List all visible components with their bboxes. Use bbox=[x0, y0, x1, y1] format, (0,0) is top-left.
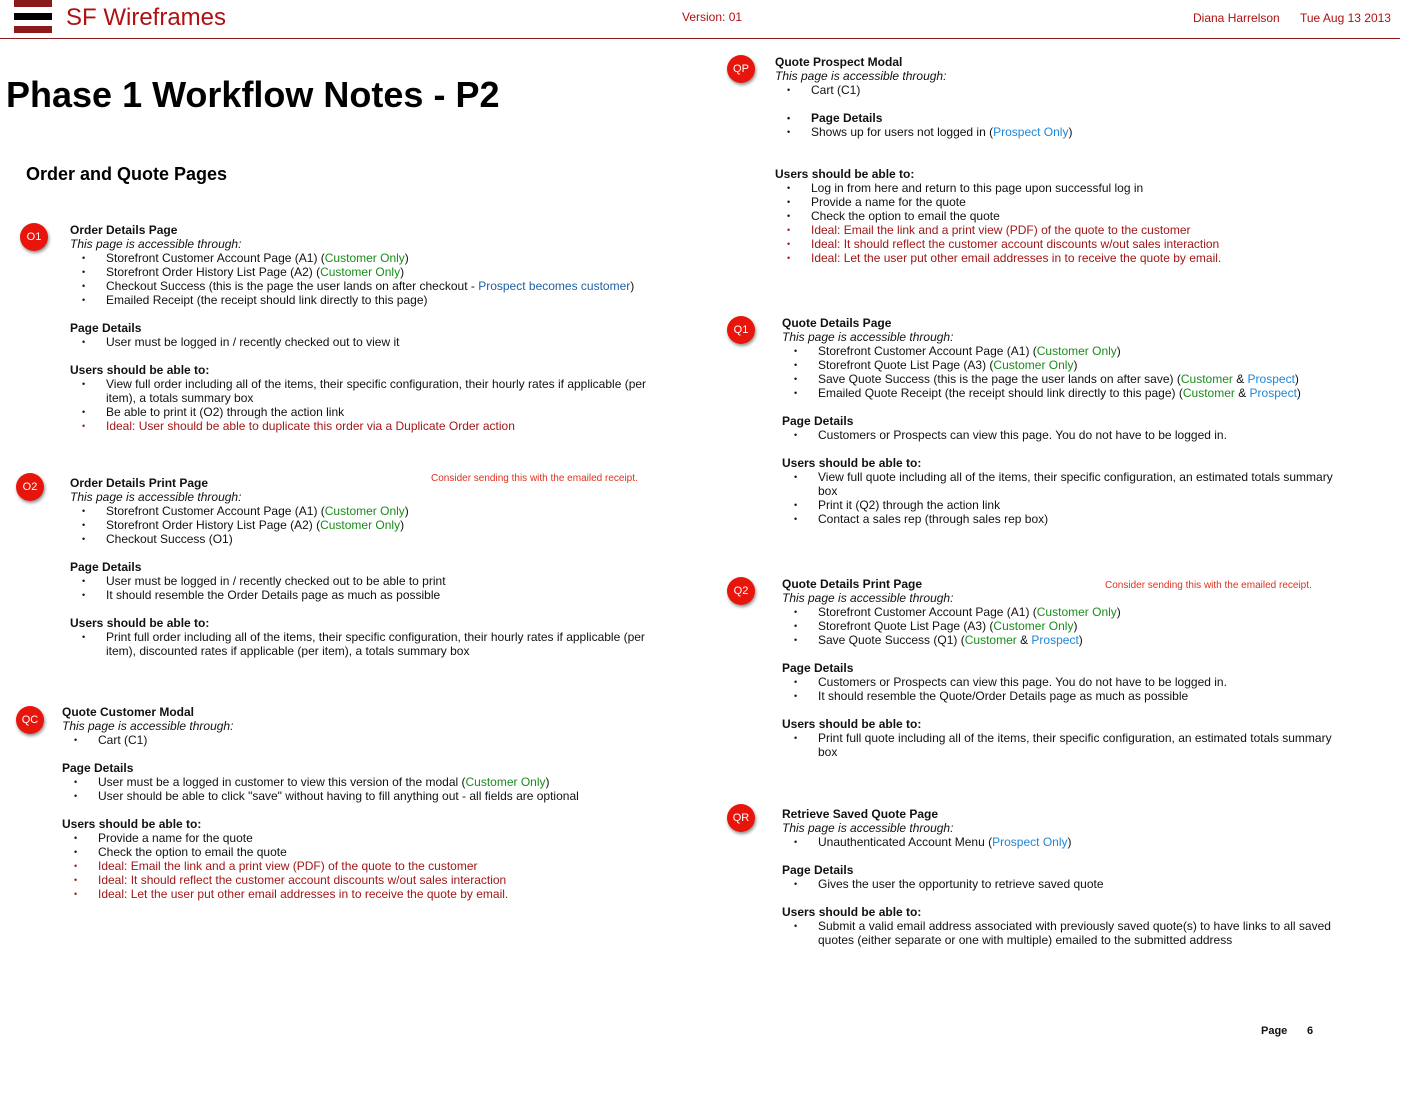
qp-details-label: • Page Details bbox=[775, 111, 1375, 125]
o2-badge: O2 bbox=[16, 473, 44, 501]
q2-access-label: This page is accessible through: bbox=[782, 591, 954, 605]
qr-section bbox=[782, 807, 1352, 947]
list-item: • Submit a valid email address associated with previously saved quote(s) to have links to all saved quotes (either separate or one with multiple) emailed to the submitted address bbox=[782, 919, 1352, 947]
qr-details-label: Page Details bbox=[782, 863, 854, 877]
qc-section bbox=[62, 705, 662, 901]
o2-details-list bbox=[70, 574, 670, 602]
list-item: • Check the option to email the quote bbox=[775, 209, 1375, 223]
o1-access-list bbox=[70, 251, 670, 307]
list-item: • Shows up for users not logged in (Prospect Only) bbox=[775, 125, 1375, 139]
page-number: 6 bbox=[1307, 1025, 1314, 1037]
qc-badge: QC bbox=[16, 706, 44, 734]
list-item: • Customers or Prospects can view this page. You do not have to be logged in. bbox=[782, 675, 1352, 689]
list-item: • User must be a logged in customer to view this version of the modal (Customer Only) bbox=[62, 775, 662, 789]
qr-access-label: This page is accessible through: bbox=[782, 821, 954, 835]
list-item: • Ideal: User should be able to duplicate this order via a Duplicate Order action bbox=[70, 419, 670, 433]
qp-title: Quote Prospect Modal bbox=[775, 55, 903, 69]
list-item: • Ideal: Email the link and a print view (PDF) of the quote to the customer bbox=[62, 859, 662, 873]
section-subtitle: Order and Quote Pages bbox=[26, 164, 228, 184]
logo-icon bbox=[14, 0, 52, 34]
qc-users-list bbox=[62, 831, 662, 901]
list-item: • Checkout Success (O1) bbox=[70, 532, 670, 546]
q1-badge: Q1 bbox=[727, 316, 755, 344]
qc-access-label: This page is accessible through: bbox=[62, 719, 234, 733]
list-item: • Provide a name for the quote bbox=[62, 831, 662, 845]
list-item: • Contact a sales rep (through sales rep box) bbox=[782, 512, 1352, 526]
q1-title: Quote Details Page bbox=[782, 316, 892, 330]
list-item: • Cart (C1) bbox=[775, 83, 1375, 97]
list-item: • Provide a name for the quote bbox=[775, 195, 1375, 209]
list-item: • User must be logged in / recently checked out to view it bbox=[70, 335, 670, 349]
list-item: • Check the option to email the quote bbox=[62, 845, 662, 859]
list-item: • Cart (C1) bbox=[62, 733, 662, 747]
qp-access-label: This page is accessible through: bbox=[775, 69, 947, 83]
list-item: • Print full quote including all of the items, their specific configuration, an estimated totals summary box bbox=[782, 731, 1352, 759]
list-item: • Save Quote Success (Q1) (Customer & Prospect) bbox=[782, 633, 1352, 647]
list-item: • Unauthenticated Account Menu (Prospect Only) bbox=[782, 835, 1352, 849]
list-item: • Log in from here and return to this page upon successful log in bbox=[775, 181, 1375, 195]
q1-details-label: Page Details bbox=[782, 414, 854, 428]
q2-details-list bbox=[782, 675, 1352, 703]
q1-access-list bbox=[782, 344, 1352, 400]
q1-users-list bbox=[782, 470, 1352, 526]
o2-access-list bbox=[70, 504, 670, 546]
list-item: • It should resemble the Quote/Order Details page as much as possible bbox=[782, 689, 1352, 703]
o1-badge: O1 bbox=[20, 223, 48, 251]
list-item: • Print full order including all of the items, their specific configuration, their hourly rates if applicable (per item), discounted rates if applicable (per item), a totals summary box bbox=[70, 630, 670, 658]
list-item: • Ideal: Let the user put other email addresses in to receive the quote by email. bbox=[62, 887, 662, 901]
list-item: • Storefront Customer Account Page (A1) (Customer Only) bbox=[782, 605, 1352, 619]
o2-section bbox=[70, 476, 670, 658]
qc-title: Quote Customer Modal bbox=[62, 705, 195, 719]
o2-details-label: Page Details bbox=[70, 560, 142, 574]
list-item: • User must be logged in / recently checked out to be able to print bbox=[70, 574, 670, 588]
list-item: • View full quote including all of the items, their specific configuration, an estimated totals summary box bbox=[782, 470, 1352, 498]
list-item: • Ideal: It should reflect the customer account discounts w/out sales interaction bbox=[62, 873, 662, 887]
q2-users-list bbox=[782, 731, 1352, 759]
qr-users-list bbox=[782, 919, 1352, 947]
qc-details-label: Page Details bbox=[62, 761, 134, 775]
list-item: • Ideal: Email the link and a print view (PDF) of the quote to the customer bbox=[775, 223, 1375, 237]
o2-users-label: Users should be able to: bbox=[70, 616, 210, 630]
qc-details-list bbox=[62, 775, 662, 803]
qr-access-list bbox=[782, 835, 1352, 849]
qp-users-list bbox=[775, 181, 1375, 265]
o1-users-list bbox=[70, 377, 670, 433]
o1-details-list bbox=[70, 335, 670, 349]
q1-details-list bbox=[782, 428, 1352, 442]
o1-users-label: Users should be able to: bbox=[70, 363, 210, 377]
list-item: • Storefront Quote List Page (A3) (Customer Only) bbox=[782, 358, 1352, 372]
list-item: • Storefront Order History List Page (A2) (Customer Only) bbox=[70, 265, 670, 279]
document-date: Tue Aug 13 2013 bbox=[1300, 11, 1391, 25]
list-item: • Emailed Quote Receipt (the receipt should link directly to this page) (Customer & Prospect) bbox=[782, 386, 1352, 400]
list-item: • Ideal: Let the user put other email addresses in to receive the quote by email. bbox=[775, 251, 1375, 265]
qp-users-label: Users should be able to: bbox=[775, 167, 915, 181]
o1-access-label: This page is accessible through: bbox=[70, 237, 242, 251]
qc-access-list bbox=[62, 733, 662, 747]
o1-details-label: Page Details bbox=[70, 321, 142, 335]
o2-note: Consider sending this with the emailed receipt. bbox=[431, 473, 638, 484]
q2-users-label: Users should be able to: bbox=[782, 717, 922, 731]
q1-users-label: Users should be able to: bbox=[782, 456, 922, 470]
o2-users-list bbox=[70, 630, 670, 658]
page-label: Page bbox=[1261, 1025, 1288, 1037]
qr-details-list bbox=[782, 877, 1352, 891]
list-item: • Storefront Quote List Page (A3) (Customer Only) bbox=[782, 619, 1352, 633]
list-item: • Checkout Success (this is the page the user lands on after checkout - Prospect becomes customer) bbox=[70, 279, 670, 293]
list-item: • It should resemble the Order Details page as much as possible bbox=[70, 588, 670, 602]
list-item: • Print it (Q2) through the action link bbox=[782, 498, 1352, 512]
o1-title: Order Details Page bbox=[70, 223, 178, 237]
list-item: • Storefront Customer Account Page (A1) (Customer Only) bbox=[782, 344, 1352, 358]
qp-section bbox=[775, 55, 1375, 265]
author-name: Diana Harrelson bbox=[1193, 11, 1280, 25]
q2-title: Quote Details Print Page bbox=[782, 577, 923, 591]
list-item: • Gives the user the opportunity to retrieve saved quote bbox=[782, 877, 1352, 891]
q2-details-label: Page Details bbox=[782, 661, 854, 675]
q2-note: Consider sending this with the emailed receipt. bbox=[1105, 580, 1312, 591]
page-title: Phase 1 Workflow Notes - P2 bbox=[6, 74, 500, 115]
list-item: • Storefront Customer Account Page (A1) (Customer Only) bbox=[70, 251, 670, 265]
o2-title: Order Details Print Page bbox=[70, 476, 209, 490]
qr-users-label: Users should be able to: bbox=[782, 905, 922, 919]
qp-details-list bbox=[775, 111, 1375, 139]
q1-section bbox=[782, 316, 1352, 526]
list-item: • User should be able to click "save" without having to fill anything out - all fields are optional bbox=[62, 789, 662, 803]
qc-users-label: Users should be able to: bbox=[62, 817, 202, 831]
o2-access-label: This page is accessible through: bbox=[70, 490, 242, 504]
list-item: • Storefront Customer Account Page (A1) (Customer Only) bbox=[70, 504, 670, 518]
list-item: • Ideal: It should reflect the customer account discounts w/out sales interaction bbox=[775, 237, 1375, 251]
list-item: • Emailed Receipt (the receipt should link directly to this page) bbox=[70, 293, 670, 307]
q1-access-label: This page is accessible through: bbox=[782, 330, 954, 344]
qr-badge: QR bbox=[727, 804, 755, 832]
list-item: • Customers or Prospects can view this page. You do not have to be logged in. bbox=[782, 428, 1352, 442]
list-item: • Save Quote Success (this is the page the user lands on after save) (Customer & Prospect) bbox=[782, 372, 1352, 386]
o1-section bbox=[70, 223, 670, 433]
q2-section bbox=[782, 577, 1352, 759]
app-title: SF Wireframes bbox=[66, 4, 227, 31]
list-item: • Be able to print it (O2) through the action link bbox=[70, 405, 670, 419]
list-item: • View full order including all of the items, their specific configuration, their hourly rates if applicable (per item), a totals summary box bbox=[70, 377, 670, 405]
q2-access-list bbox=[782, 605, 1352, 647]
q2-badge: Q2 bbox=[727, 577, 755, 605]
list-item: • Storefront Order History List Page (A2) (Customer Only) bbox=[70, 518, 670, 532]
qp-access-list bbox=[775, 83, 1375, 97]
qr-title: Retrieve Saved Quote Page bbox=[782, 807, 939, 821]
qp-badge: QP bbox=[727, 55, 755, 83]
version-label: Version: 01 bbox=[682, 10, 743, 24]
header-divider bbox=[0, 38, 1400, 39]
